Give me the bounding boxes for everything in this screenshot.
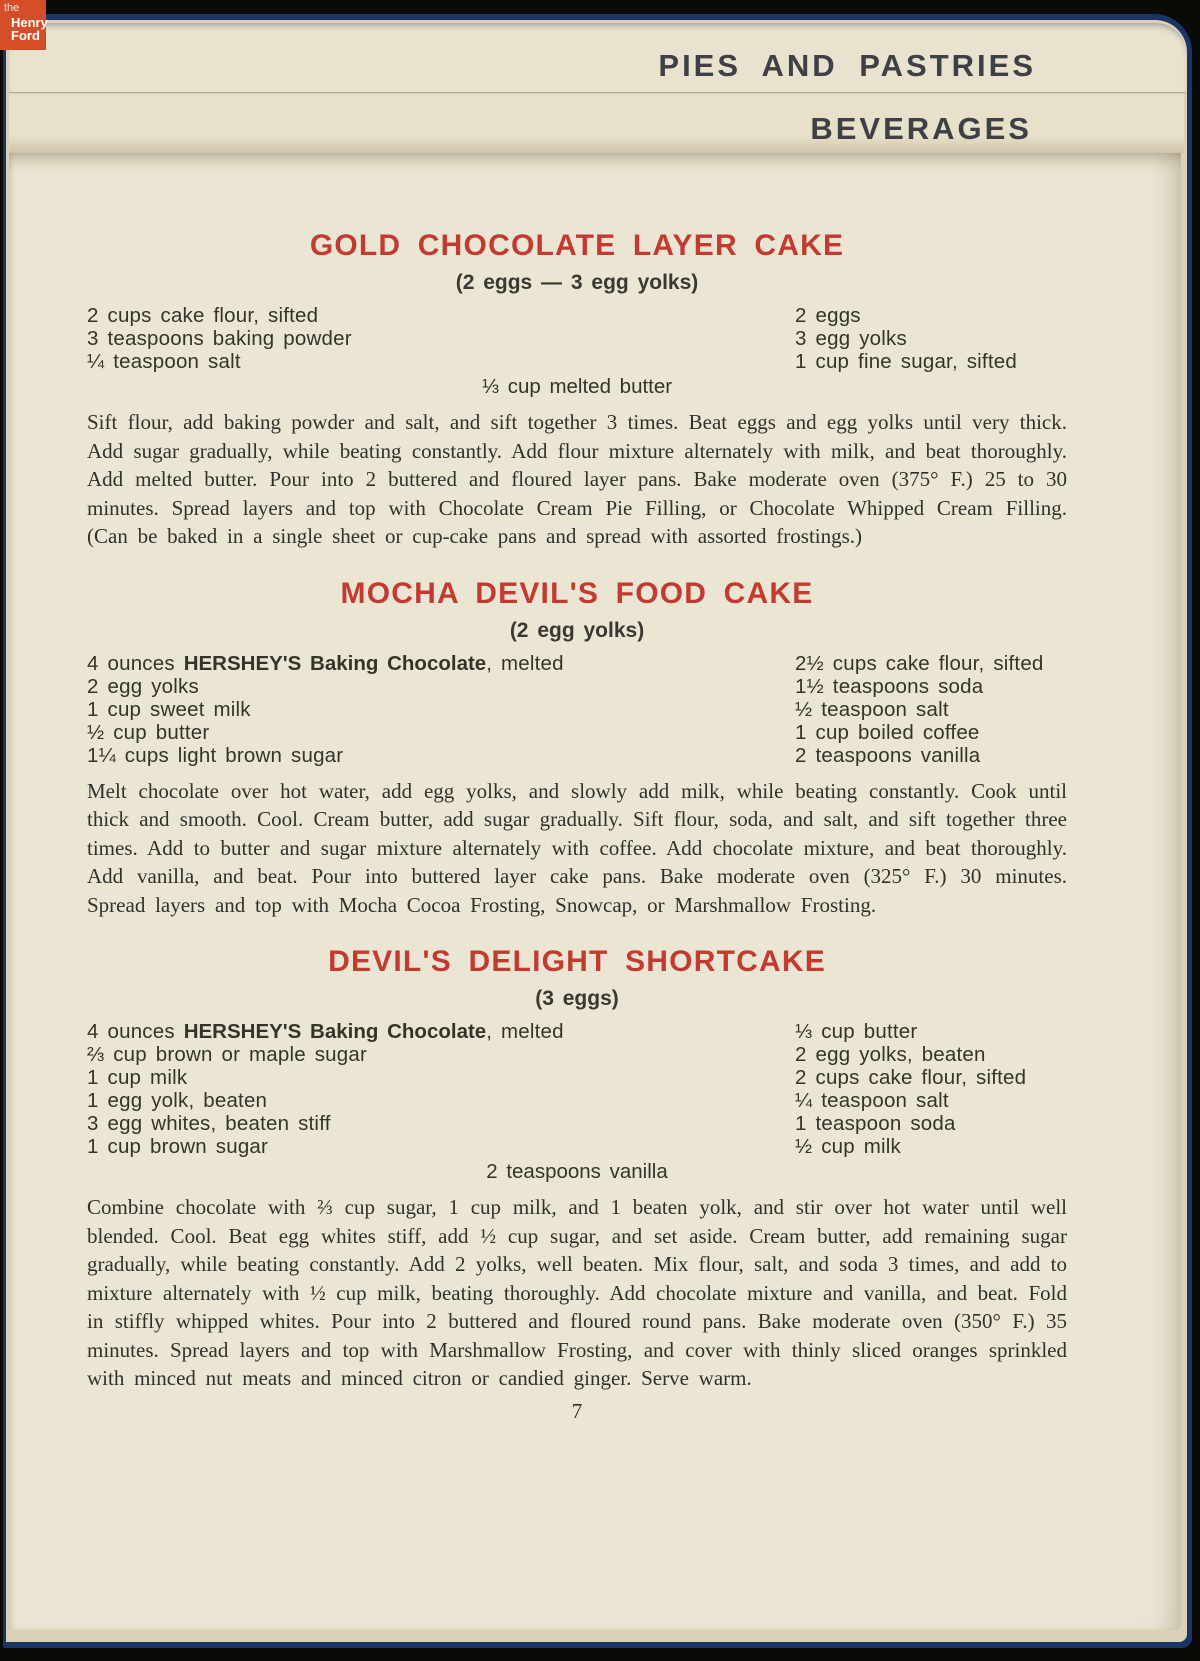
recipe-instructions: Melt chocolate over hot water, add egg yolks, and slowly add milk, while beating constantly. Cook until thick and smooth. Cool. Cream butter, add sugar gradually. Sift flour, soda, and salt, and sift together three times. Add to butter and sugar mixture alternately with coffee. Add chocolate mixture, and beat thoroughly. Add vanilla, and beat. Pour into buttered layer cake pans. Bake moderate oven (325° F.) 30 minutes. Spread layers and top with Mocha Cocoa Frosting, Snowcap, or Marshmallow Frosting. <box>87 778 1067 917</box>
ingredient-column-left <box>87 652 795 767</box>
ingredient-line: ⅓ cup butter <box>795 1020 918 1043</box>
ingredient-line: 1¼ cups light brown sugar <box>87 743 344 767</box>
recipe-gold-chocolate-layer-cake <box>87 229 1067 551</box>
ingredient-line: 2½ cups cake flour, sifted <box>795 651 1044 675</box>
brand-name: HERSHEY'S Baking Chocolate <box>183 1020 487 1043</box>
ingredient-line: 2 cups cake flour, sifted <box>87 304 319 327</box>
ingredient-line-centered: ⅓ cup melted butter <box>481 375 673 398</box>
tab-pies-and-pastries-label: PIES AND PASTRIES <box>658 48 1036 83</box>
recipe-title: MOCHA DEVIL'S FOOD CAKE <box>340 576 814 610</box>
ingredient-column-right <box>795 652 1067 767</box>
ingredient-line: ½ cup milk <box>795 1135 901 1158</box>
ingredient-line: 1 teaspoon soda <box>795 1112 956 1135</box>
ingredient-line: 1½ teaspoons soda <box>795 674 984 698</box>
recipe-mocha-devils-food-cake <box>87 577 1067 920</box>
page-number: 7 <box>571 1398 583 1423</box>
recipe-instructions: Combine chocolate with ⅔ cup sugar, 1 cup milk, and 1 beaten yolk, and stir over hot water until well blended. Cool. Beat egg whites stiff, add ½ cup sugar, and set aside. Cream butter, add remaining sugar gradually, while beating constantly. Add 2 yolks, well beaten. Mix flour, salt, and soda 3 times, and add to mixture alternately with ½ cup milk, beating thoroughly. Add chocolate mixture and vanilla, and beat. Fold in stiffly whipped whites. Pour into 2 buttered and floured round pans. Bake moderate oven (350° F.) 35 minutes. Spread layers and top with Marshmallow Frosting, and cover with thinly sliced oranges sprinkled with minced nut meats and minced citron or candied ginger. Serve warm. <box>87 1195 1067 1390</box>
ingredient-column-left <box>87 1020 795 1158</box>
recipe-yield: (2 eggs — 3 egg yolks) <box>455 271 699 294</box>
ingredient-line: 3 teaspoons baking powder <box>87 327 352 350</box>
recipe-title: DEVIL'S DELIGHT SHORTCAKE <box>328 945 826 978</box>
ingredient-line: 1 egg yolk, beaten <box>87 1089 268 1112</box>
cookbook-page <box>9 153 1181 1630</box>
recipe-instructions: Sift flour, add baking powder and salt, and sift together 3 times. Beat eggs and egg yolks until very thick. Add sugar gradually, while beating constantly. Add flour mixture alternately with milk, and beat thoroughly. Add melted butter. Pour into 2 buttered and floured layer pans. Bake moderate oven (375° F.) 25 to 30 minutes. Spread layers and top with Chocolate Cream Pie Filling, or Chocolate Whipped Cream Filling. (Can be baked in a single sheet or cup-cake pans and spread with assorted frostings.) <box>87 410 1067 548</box>
ingredient-column-right <box>795 1020 1067 1158</box>
ingredient-line: 2 teaspoons vanilla <box>795 743 981 767</box>
ingredient-line: 1 cup fine sugar, sifted <box>795 350 1017 373</box>
brand-name: HERSHEY'S Baking Chocolate <box>183 651 487 675</box>
ingredient-line: 3 egg whites, beaten stiff <box>87 1112 331 1135</box>
ingredient-line: ½ cup butter <box>87 720 210 744</box>
tab-beverages[interactable] <box>9 94 1184 153</box>
logo-text-ford: Ford <box>11 28 40 43</box>
ingredient-column-left <box>87 304 795 373</box>
recipe-title: GOLD CHOCOLATE LAYER CAKE <box>309 229 845 262</box>
ingredient-columns <box>87 652 1067 767</box>
recipe-devils-delight-shortcake <box>87 945 1067 1393</box>
ingredient-text: 4 ounces <box>87 1020 184 1043</box>
ingredient-line <box>87 652 795 675</box>
ingredient-text: 4 ounces <box>87 651 184 675</box>
ingredient-line: 2 egg yolks, beaten <box>795 1043 986 1066</box>
henry-ford-logo <box>0 0 46 50</box>
ingredient-line-centered: 2 teaspoons vanilla <box>486 1160 668 1183</box>
ingredient-line: ½ teaspoon salt <box>795 697 949 721</box>
ingredient-line: 3 egg yolks <box>795 327 907 350</box>
ingredient-line: 1 cup brown sugar <box>87 1135 269 1158</box>
tab-pies-and-pastries[interactable] <box>9 23 1186 93</box>
ingredient-columns <box>87 304 1067 373</box>
ingredient-line <box>87 1020 795 1043</box>
ingredient-line: ⅔ cup brown or maple sugar <box>87 1043 368 1066</box>
recipe-yield: (3 eggs) <box>535 987 619 1010</box>
ingredient-line: 2 eggs <box>795 304 861 327</box>
ingredient-columns <box>87 1020 1067 1158</box>
ingredient-text: , melted <box>486 651 564 675</box>
ingredient-line: ¼ teaspoon salt <box>87 350 241 373</box>
ingredient-line: 2 egg yolks <box>87 674 199 698</box>
ingredient-line: 1 cup boiled coffee <box>795 720 980 744</box>
page-content <box>9 153 1181 1630</box>
ingredient-line: 2 cups cake flour, sifted <box>795 1066 1027 1089</box>
ingredient-text: , melted <box>486 1020 564 1043</box>
tab-beverages-label: BEVERAGES <box>810 111 1032 146</box>
ingredient-line: 1 cup milk <box>87 1066 188 1089</box>
ingredient-line: ¼ teaspoon salt <box>795 1089 949 1112</box>
ingredient-column-right <box>795 304 1067 373</box>
logo-text-the: the <box>4 2 20 14</box>
logo-text-henry: Henry <box>11 15 48 30</box>
ingredient-line: 1 cup sweet milk <box>87 697 251 721</box>
recipe-yield: (2 egg yolks) <box>509 618 645 642</box>
